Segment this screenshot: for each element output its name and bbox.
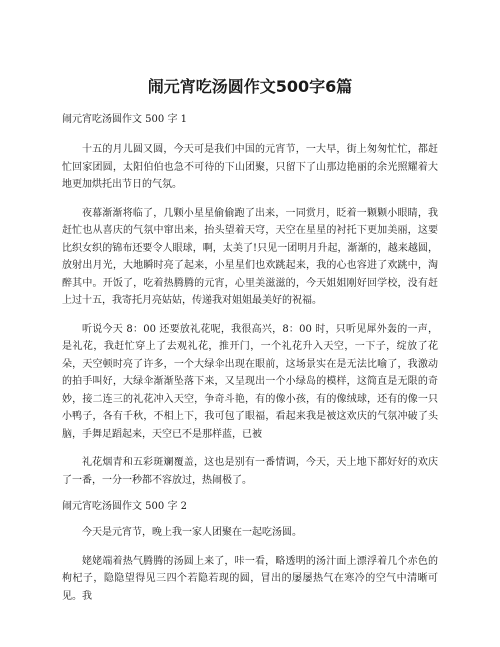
section-heading-1: 闹元宵吃汤圆作文 500 字 1 bbox=[62, 114, 187, 125]
paragraph: 今天是元宵节，晚上我一家人团聚在一起吃汤圆。 bbox=[82, 527, 302, 538]
paragraph: 十五的月儿圆又圆，今天可是我们中国的元宵节，一大早，街上匆匆忙忙，都赶忙回家团圆，太阳伯伯也急不可待的下山团聚，只留下了山那边艳丽的余光照耀着大地更加烘托出节日的气氛。 bbox=[62, 144, 438, 190]
paragraph: 姥姥端着热气腾腾的汤圆上来了，咔一看，略透明的汤汁面上漂浮着几个赤色的枸杞子，隐隐望得见三四个若隐若现的圆，冒出的屡屡热气在寒冷的空气中清晰可见。我 bbox=[62, 555, 438, 602]
paragraph: 听说今天 8：00 还要放礼花呢，我很高兴，8：00 时，只听见犀外轰的一声，是礼花，我赶忙穿上了去观礼花，推开门，一个礼花升入天空，一下子，绽放了花朵，天空顿时亮了许多，一个大绿伞出现在眼前，这场景实在是无法比喻了，我激动的拍手叫好，大绿伞渐渐坠落下来，又呈现出一个小绿岛的模样，这简直是无限的奇妙，接二连三的礼花冲入天空，争奇斗艳，有的像小孩，有的像绒球，还有的像一只小鸭子，各有千秋，不相上下，我可包了眼福，看起来我是被这欢庆的气氛冲破了头脑，手舞足蹈起来，天空已不是那样蓝，已被 bbox=[62, 323, 438, 440]
paragraph: 礼花烟青和五彩斑斓覆盖，这也是别有一番情调，今天，天上地下都好好的欢庆了一番，一分一秒都不容放过，热闹极了。 bbox=[62, 457, 438, 486]
document-title: 闹元宵吃汤圆作文500字6篇 bbox=[147, 77, 353, 96]
section-heading-2: 闹元宵吃汤圆作文 500 字 2 bbox=[62, 501, 187, 512]
paragraph: 夜幕渐渐将临了，几颗小星星偷偷跑了出来，一同赏月，眨着一颗颗小眼睛，我赶忙也从喜庆的气氛中窜出来，抬头望着天穹，天空在星星的衬托下更加美丽，这要比织女织的锦布还要令人眼球，啊，太美了!只见一团明月升起，渐渐的，越来越圆，放射出月光，大地瞬时亮了起来，小星星们也欢跳起来，我的心也容进了欢跳中，淘醉其中。开饭了，吃着热腾腾的元宵，心里美滋滋的，今天姐姐刚好回学校，没有赶上过十五，我寄托月亮姑姑，传递我对姐姐最美好的祝福。 bbox=[62, 207, 438, 306]
